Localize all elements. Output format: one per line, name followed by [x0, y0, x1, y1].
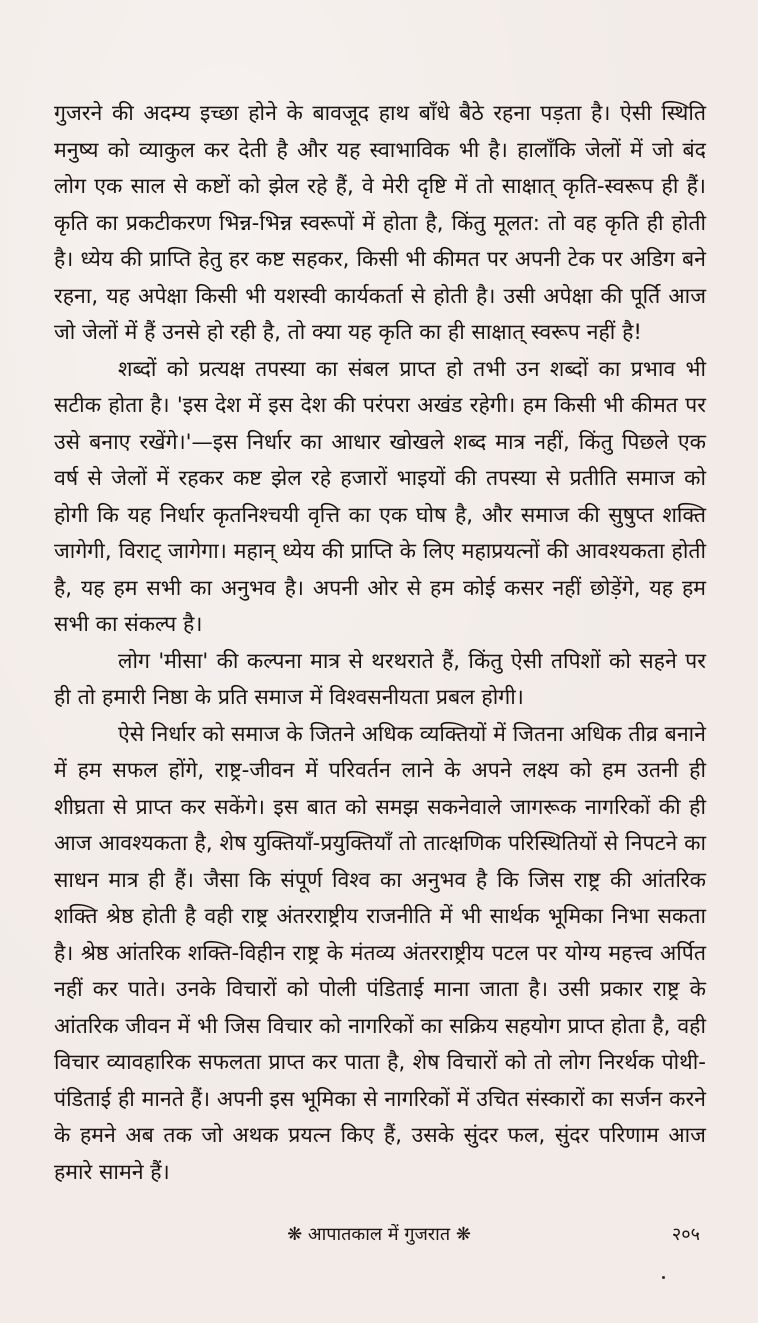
paper-speck: [662, 1276, 665, 1279]
running-footer-title: ❋ आपातकाल में गुजरात ❋: [287, 1224, 471, 1245]
paragraph-3: लोग 'मीसा' की कल्पना मात्र से थरथराते हैं, किंतु ऐसी तपिशों को सहने पर ही तो हमारी निष्ठा के प्रति समाज में विश्वसनीयता प्रबल होगी।: [54, 648, 706, 710]
page-number: २०५: [671, 1224, 700, 1245]
paragraph-1: गुजरने की अदम्य इच्छा होने के बावजूद हाथ बाँधे बैठे रहना पड़ता है। ऐसी स्थिति मनुष्य को व्याकुल कर देती है और यह स्वाभाविक भी है। हालाँकि जेलों में जो बंद लोग एक साल से कष्टों को झेल रहे हैं, वे मेरी दृष्टि में तो साक्षात् कृति-स्वरूप ही हैं। कृति का प्रकटीकरण भिन्न-भिन्न स्वरूपों में होता है, किंतु मूलत: तो वह कृति ही होती है। ध्येय की प्राप्ति हेतु हर कष्ट सहकर, किसी भी कीमत पर अपनी टेक पर अडिग बने रहना, यह अपेक्षा किसी भी यशस्वी कार्यकर्ता से होती है। उसी अपेक्षा की पूर्ति आज जो जेलों में हैं उनसे हो रही है, तो क्या यह कृति का ही साक्षात् स्वरूप नहीं है!: [54, 101, 706, 345]
paragraph-2: शब्दों को प्रत्यक्ष तपस्या का संबल प्राप्त हो तभी उन शब्दों का प्रभाव भी सटीक होता है। 'इस देश में इस देश की परंपरा अखंड रहेगी। हम किसी भी कीमत पर उसे बनाए रखेंगे।'—इस निर्धार का आधार खोखले शब्द मात्र नहीं, किंतु पिछले एक वर्ष से जेलों में रहकर कष्ट झेल रहे हजारों भाइयों की तपस्या से प्रतीति समाज को होगी कि यह निर्धार कृतनिश्चयी वृत्ति का एक घोष है, और समाज की सुषुप्त शक्ति जागेगी, विराट् जागेगा। महान् ध्येय की प्राप्ति के लिए महाप्रयत्नों की आवश्यकता होती है, यह हम सभी का अनुभव है। अपनी ओर से हम कोई कसर नहीं छोड़ेंगे, यह हम सभी का संकल्प है।: [54, 356, 706, 637]
paragraph-4: ऐसे निर्धार को समाज के जितने अधिक व्यक्तियों में जितना अधिक तीव्र बनाने में हम सफल होंगे, राष्ट्र-जीवन में परिवर्तन लाने के अपने लक्ष्य को हम उतनी ही शीघ्रता से प्राप्त कर सकेंगे। इस बात को समझ सकनेवाले जागरूक नागरिकों की ही आज आवश्यकता है, शेष युक्तियाँ-प्रयुक्तियाँ तो तात्क्षणिक परिस्थितियों से निपटने का साधन मात्र ही हैं। जैसा कि संपूर्ण विश्व का अनुभव है कि जिस राष्ट्र की आंतरिक शक्ति श्रेष्ठ होती है वही राष्ट्र अंतरराष्ट्रीय राजनीति में भी सार्थक भूमिका निभा सकता है। श्रेष्ठ आंतरिक शक्ति-विहीन राष्ट्र के मंतव्य अंतरराष्ट्रीय पटल पर योग्य महत्त्व अर्पित नहीं कर पाते। उनके विचारों को पोली पंडिताई माना जाता है। उसी प्रकार राष्ट्र के आंतरिक जीवन में भी जिस विचार को नागरिकों का सक्रिय सहयोग प्राप्त होता है, वही विचार व्यावहारिक सफलता प्राप्त कर पाता है, शेष विचारों को तो लोग निरर्थक पोथी-पंडिताई ही मानते हैं। अपनी इस भूमिका से नागरिकों में उचित संस्कारों का सर्जन करने के हमने अब तक जो अथक प्रयत्न किए हैं, उसके सुंदर फल, सुंदर परिणाम आज हमारे सामने हैं।: [54, 721, 706, 1185]
body-text: [54, 96, 706, 1191]
